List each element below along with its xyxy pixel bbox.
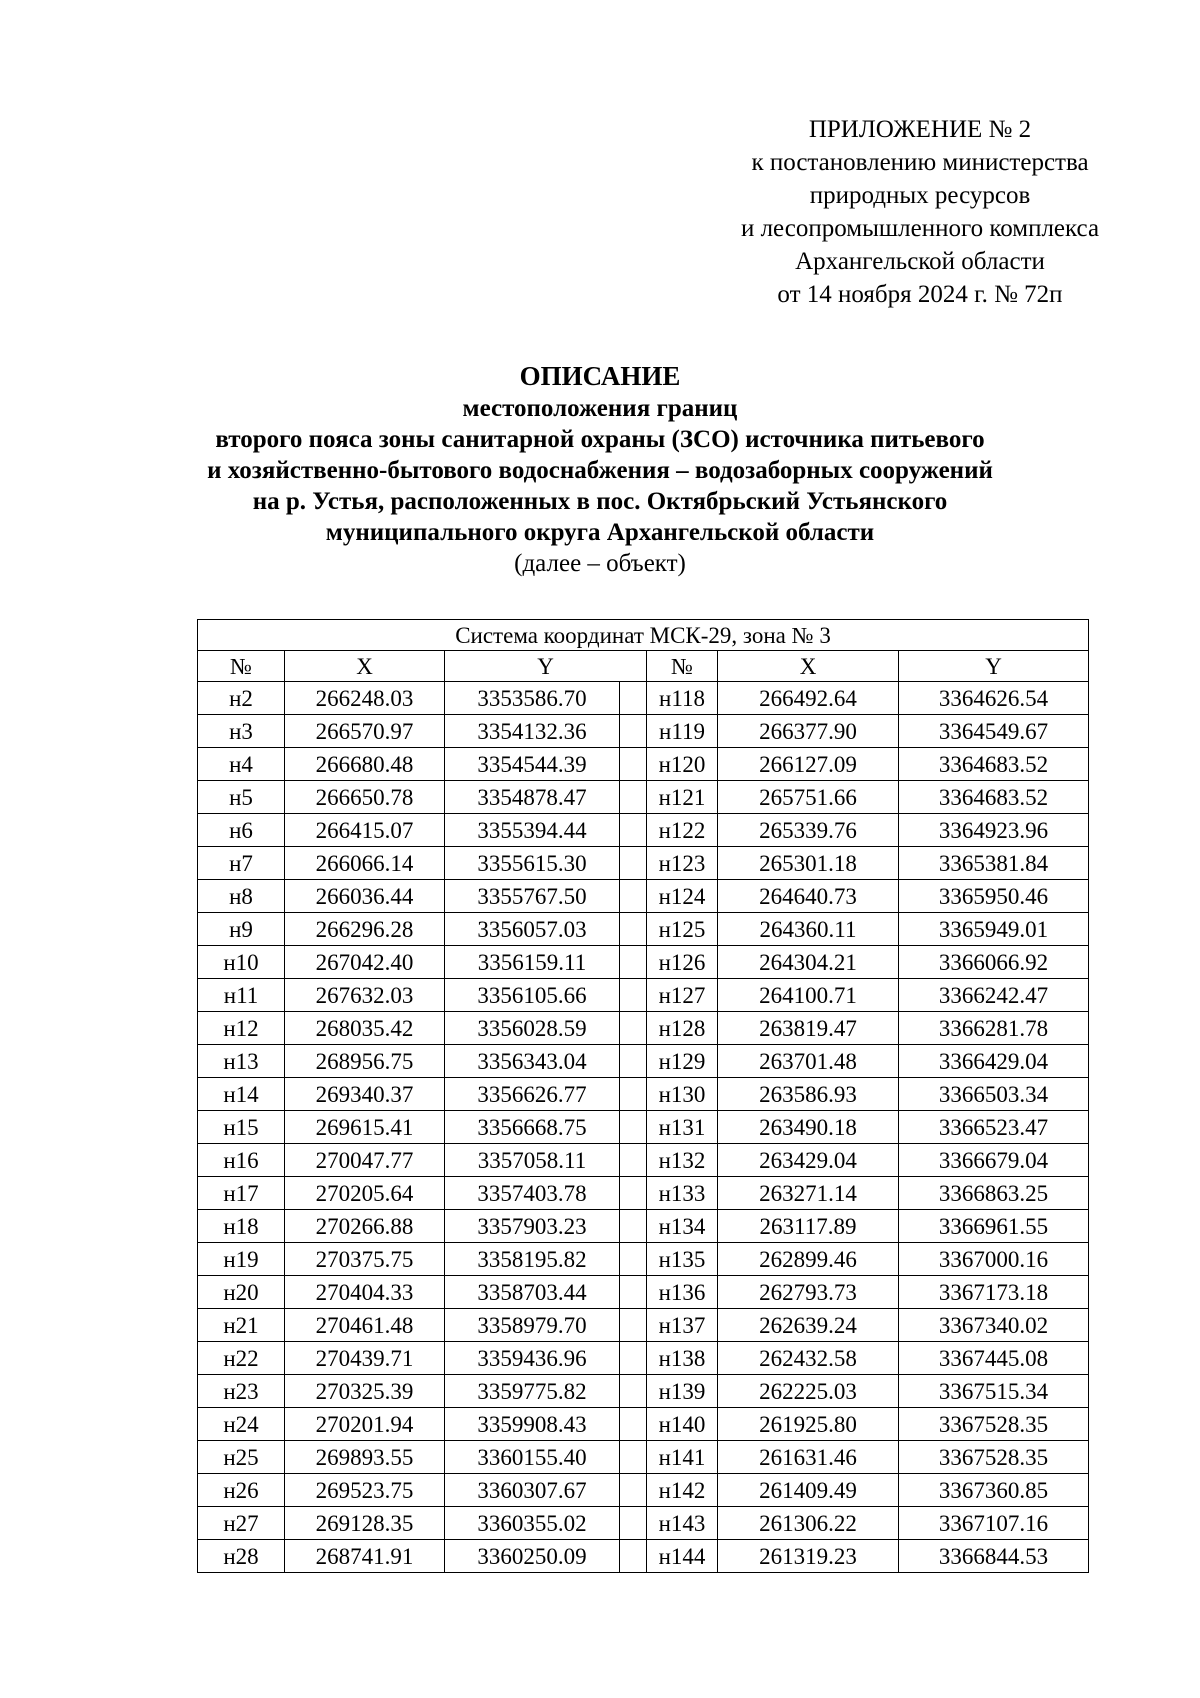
spacer-cell: [620, 1144, 647, 1177]
table-row: [198, 1342, 1089, 1375]
coord-x: 266377.90: [718, 715, 899, 748]
point-number: н134: [647, 1210, 718, 1243]
title-note: (далее – объект): [514, 550, 686, 577]
coord-y: 3358703.44: [445, 1276, 620, 1309]
spacer-cell: [620, 1474, 647, 1507]
coord-y: 3354544.39: [445, 748, 620, 781]
point-number: н7: [198, 847, 285, 880]
point-number: н136: [647, 1276, 718, 1309]
table-row: [198, 1408, 1089, 1441]
coordinate-system-row: [198, 620, 1089, 651]
point-number: н135: [647, 1243, 718, 1276]
table-row: [198, 814, 1089, 847]
point-number: н128: [647, 1012, 718, 1045]
coord-x: 269128.35: [285, 1507, 445, 1540]
coord-x: 266127.09: [718, 748, 899, 781]
coord-y: 3358979.70: [445, 1309, 620, 1342]
coord-y: 3366961.55: [899, 1210, 1089, 1243]
spacer-cell: [620, 913, 647, 946]
coord-y: 3356057.03: [445, 913, 620, 946]
spacer-cell: [620, 1045, 647, 1078]
coord-y: 3367445.08: [899, 1342, 1089, 1375]
appendix-line: к постановлению министерства: [751, 149, 1089, 176]
spacer-cell: [620, 1441, 647, 1474]
coord-y: 3359908.43: [445, 1408, 620, 1441]
coord-y: 3355767.50: [445, 880, 620, 913]
spacer-cell: [620, 1507, 647, 1540]
coord-x: 270266.88: [285, 1210, 445, 1243]
header-x: X: [285, 651, 445, 682]
coord-y: 3367107.16: [899, 1507, 1089, 1540]
point-number: н4: [198, 748, 285, 781]
coord-y: 3360250.09: [445, 1540, 620, 1573]
point-number: н141: [647, 1441, 718, 1474]
spacer-cell: [620, 814, 647, 847]
coord-x: 261306.22: [718, 1507, 899, 1540]
coord-x: 266650.78: [285, 781, 445, 814]
point-number: н6: [198, 814, 285, 847]
spacer-cell: [620, 1210, 647, 1243]
coord-x: 266492.64: [718, 682, 899, 715]
point-number: н18: [198, 1210, 285, 1243]
point-number: н122: [647, 814, 718, 847]
spacer-cell: [620, 880, 647, 913]
point-number: н124: [647, 880, 718, 913]
table-row: [198, 715, 1089, 748]
coord-y: 3367360.85: [899, 1474, 1089, 1507]
point-number: н11: [198, 979, 285, 1012]
header-x: X: [718, 651, 899, 682]
coord-y: 3366503.34: [899, 1078, 1089, 1111]
coord-y: 3355615.30: [445, 847, 620, 880]
table-row: [198, 1474, 1089, 1507]
point-number: н121: [647, 781, 718, 814]
point-number: н127: [647, 979, 718, 1012]
coord-x: 269340.37: [285, 1078, 445, 1111]
coord-y: 3359436.96: [445, 1342, 620, 1375]
point-number: н138: [647, 1342, 718, 1375]
coord-y: 3356028.59: [445, 1012, 620, 1045]
coord-x: 263819.47: [718, 1012, 899, 1045]
spacer-cell: [620, 1342, 647, 1375]
coord-y: 3364683.52: [899, 748, 1089, 781]
coord-y: 3356159.11: [445, 946, 620, 979]
coord-x: 261319.23: [718, 1540, 899, 1573]
point-number: н20: [198, 1276, 285, 1309]
coord-y: 3367528.35: [899, 1441, 1089, 1474]
point-number: н14: [198, 1078, 285, 1111]
coord-x: 270201.94: [285, 1408, 445, 1441]
coord-x: 263490.18: [718, 1111, 899, 1144]
coord-y: 3366281.78: [899, 1012, 1089, 1045]
header-row: [198, 651, 1089, 682]
coord-y: 3366066.92: [899, 946, 1089, 979]
coord-x: 270047.77: [285, 1144, 445, 1177]
coord-y: 3356626.77: [445, 1078, 620, 1111]
coord-x: 266296.28: [285, 913, 445, 946]
point-number: н2: [198, 682, 285, 715]
point-number: н144: [647, 1540, 718, 1573]
document-title: [0, 360, 1200, 579]
coord-x: 268956.75: [285, 1045, 445, 1078]
point-number: н123: [647, 847, 718, 880]
coord-y: 3367515.34: [899, 1375, 1089, 1408]
coord-x: 269893.55: [285, 1441, 445, 1474]
coord-x: 262639.24: [718, 1309, 899, 1342]
point-number: н132: [647, 1144, 718, 1177]
point-number: н13: [198, 1045, 285, 1078]
spacer-cell: [620, 946, 647, 979]
header-y: Y: [899, 651, 1089, 682]
coord-y: 3367000.16: [899, 1243, 1089, 1276]
coord-y: 3357903.23: [445, 1210, 620, 1243]
spacer-cell: [620, 781, 647, 814]
table-row: [198, 1111, 1089, 1144]
table-row: [198, 682, 1089, 715]
spacer-cell: [620, 979, 647, 1012]
coord-y: 3367340.02: [899, 1309, 1089, 1342]
point-number: н130: [647, 1078, 718, 1111]
coord-x: 270375.75: [285, 1243, 445, 1276]
table-row: [198, 1276, 1089, 1309]
header-number: №: [647, 651, 718, 682]
coord-x: 261631.46: [718, 1441, 899, 1474]
point-number: н3: [198, 715, 285, 748]
point-number: н12: [198, 1012, 285, 1045]
coord-x: 266570.97: [285, 715, 445, 748]
coord-y: 3356343.04: [445, 1045, 620, 1078]
coord-y: 3356105.66: [445, 979, 620, 1012]
appendix-line: ПРИЛОЖЕНИЕ № 2: [808, 116, 1032, 143]
table-row: [198, 1012, 1089, 1045]
table-row: [198, 847, 1089, 880]
coord-y: 3354132.36: [445, 715, 620, 748]
point-number: н25: [198, 1441, 285, 1474]
table-row: [198, 913, 1089, 946]
coord-y: 3365381.84: [899, 847, 1089, 880]
spacer-cell: [620, 1078, 647, 1111]
appendix-header: [690, 113, 1150, 311]
point-number: н28: [198, 1540, 285, 1573]
title-line: муниципального округа Архангельской области: [325, 519, 875, 546]
header-number: №: [198, 651, 285, 682]
coord-x: 262225.03: [718, 1375, 899, 1408]
coord-x: 269523.75: [285, 1474, 445, 1507]
coord-x: 264304.21: [718, 946, 899, 979]
coord-y: 3360355.02: [445, 1507, 620, 1540]
coord-x: 265339.76: [718, 814, 899, 847]
title-line: второго пояса зоны санитарной охраны (ЗСО) источника питьевого: [215, 426, 985, 453]
point-number: н5: [198, 781, 285, 814]
coord-y: 3367173.18: [899, 1276, 1089, 1309]
coord-y: 3353586.70: [445, 682, 620, 715]
coord-x: 261925.80: [718, 1408, 899, 1441]
title-line: и хозяйственно-бытового водоснабжения – водозаборных сооружений: [207, 457, 993, 484]
coord-x: 266036.44: [285, 880, 445, 913]
point-number: н19: [198, 1243, 285, 1276]
table-row: [198, 1243, 1089, 1276]
point-number: н22: [198, 1342, 285, 1375]
coord-y: 3357403.78: [445, 1177, 620, 1210]
table-row: [198, 880, 1089, 913]
coord-x: 263701.48: [718, 1045, 899, 1078]
point-number: н17: [198, 1177, 285, 1210]
coord-x: 263586.93: [718, 1078, 899, 1111]
point-number: н118: [647, 682, 718, 715]
coord-x: 266415.07: [285, 814, 445, 847]
coordinate-system-label: Система координат МСК-29, зона № 3: [198, 620, 1089, 651]
title-main: ОПИСАНИЕ: [519, 361, 681, 391]
title-line: на р. Устья, расположенных в пос. Октябрьский Устьянского: [252, 488, 948, 515]
table-row: [198, 979, 1089, 1012]
point-number: н143: [647, 1507, 718, 1540]
table-row: [198, 1540, 1089, 1573]
coord-y: 3366523.47: [899, 1111, 1089, 1144]
coord-x: 261409.49: [718, 1474, 899, 1507]
point-number: н120: [647, 748, 718, 781]
spacer-cell: [620, 1012, 647, 1045]
appendix-line: от 14 ноября 2024 г. № 72п: [777, 281, 1063, 308]
coord-x: 270205.64: [285, 1177, 445, 1210]
point-number: н119: [647, 715, 718, 748]
point-number: н23: [198, 1375, 285, 1408]
point-number: н24: [198, 1408, 285, 1441]
point-number: н125: [647, 913, 718, 946]
table-row: [198, 1375, 1089, 1408]
coord-x: 266680.48: [285, 748, 445, 781]
appendix-line: Архангельской области: [795, 248, 1045, 275]
coord-x: 270404.33: [285, 1276, 445, 1309]
coord-y: 3354878.47: [445, 781, 620, 814]
coord-y: 3357058.11: [445, 1144, 620, 1177]
coord-y: 3358195.82: [445, 1243, 620, 1276]
coord-x: 264100.71: [718, 979, 899, 1012]
table-row: [198, 748, 1089, 781]
table-row: [198, 1045, 1089, 1078]
table-row: [198, 1177, 1089, 1210]
coord-y: 3364923.96: [899, 814, 1089, 847]
coord-x: 262793.73: [718, 1276, 899, 1309]
spacer-cell: [620, 1111, 647, 1144]
point-number: н9: [198, 913, 285, 946]
point-number: н10: [198, 946, 285, 979]
spacer-cell: [620, 1276, 647, 1309]
spacer-cell: [620, 1177, 647, 1210]
point-number: н133: [647, 1177, 718, 1210]
table-row: [198, 1309, 1089, 1342]
coord-y: 3360155.40: [445, 1441, 620, 1474]
point-number: н21: [198, 1309, 285, 1342]
table-row: [198, 1441, 1089, 1474]
point-number: н15: [198, 1111, 285, 1144]
spacer-cell: [620, 1408, 647, 1441]
spacer-cell: [620, 1375, 647, 1408]
coord-x: 268741.91: [285, 1540, 445, 1573]
coord-y: 3356668.75: [445, 1111, 620, 1144]
coord-y: 3366429.04: [899, 1045, 1089, 1078]
coord-x: 270461.48: [285, 1309, 445, 1342]
coord-x: 262432.58: [718, 1342, 899, 1375]
coord-y: 3364626.54: [899, 682, 1089, 715]
point-number: н8: [198, 880, 285, 913]
coord-y: 3367528.35: [899, 1408, 1089, 1441]
point-number: н26: [198, 1474, 285, 1507]
coord-x: 265751.66: [718, 781, 899, 814]
table-row: [198, 1507, 1089, 1540]
point-number: н139: [647, 1375, 718, 1408]
table-row: [198, 1078, 1089, 1111]
coord-y: 3365950.46: [899, 880, 1089, 913]
point-number: н140: [647, 1408, 718, 1441]
point-number: н142: [647, 1474, 718, 1507]
table-row: [198, 1144, 1089, 1177]
coord-x: 262899.46: [718, 1243, 899, 1276]
coord-y: 3365949.01: [899, 913, 1089, 946]
point-number: н137: [647, 1309, 718, 1342]
point-number: н129: [647, 1045, 718, 1078]
coord-x: 267632.03: [285, 979, 445, 1012]
point-number: н126: [647, 946, 718, 979]
coord-x: 264640.73: [718, 880, 899, 913]
coord-x: 268035.42: [285, 1012, 445, 1045]
spacer-cell: [620, 682, 647, 715]
point-number: н131: [647, 1111, 718, 1144]
coord-y: 3366679.04: [899, 1144, 1089, 1177]
title-line: местоположения границ: [462, 395, 738, 422]
appendix-line: природных ресурсов: [809, 182, 1031, 209]
spacer-cell: [620, 748, 647, 781]
point-number: н27: [198, 1507, 285, 1540]
coord-x: 266248.03: [285, 682, 445, 715]
spacer-cell: [620, 1540, 647, 1573]
coord-y: 3355394.44: [445, 814, 620, 847]
coord-y: 3360307.67: [445, 1474, 620, 1507]
coord-y: 3364683.52: [899, 781, 1089, 814]
appendix-line: и лесопромышленного комплекса: [740, 215, 1100, 242]
coord-x: 263271.14: [718, 1177, 899, 1210]
coord-x: 264360.11: [718, 913, 899, 946]
coord-x: 267042.40: [285, 946, 445, 979]
header-y: Y: [445, 651, 647, 682]
spacer-cell: [620, 1243, 647, 1276]
coordinates-table: [197, 619, 1089, 1573]
coord-y: 3366863.25: [899, 1177, 1089, 1210]
table-row: [198, 1210, 1089, 1243]
spacer-cell: [620, 847, 647, 880]
coord-x: 270439.71: [285, 1342, 445, 1375]
coord-y: 3364549.67: [899, 715, 1089, 748]
coord-x: 269615.41: [285, 1111, 445, 1144]
coord-y: 3366242.47: [899, 979, 1089, 1012]
spacer-cell: [620, 715, 647, 748]
coord-x: 263429.04: [718, 1144, 899, 1177]
table-row: [198, 781, 1089, 814]
coord-y: 3359775.82: [445, 1375, 620, 1408]
spacer-cell: [620, 1309, 647, 1342]
coord-x: 266066.14: [285, 847, 445, 880]
coord-x: 265301.18: [718, 847, 899, 880]
coord-y: 3366844.53: [899, 1540, 1089, 1573]
coord-x: 263117.89: [718, 1210, 899, 1243]
coord-x: 270325.39: [285, 1375, 445, 1408]
point-number: н16: [198, 1144, 285, 1177]
table-row: [198, 946, 1089, 979]
